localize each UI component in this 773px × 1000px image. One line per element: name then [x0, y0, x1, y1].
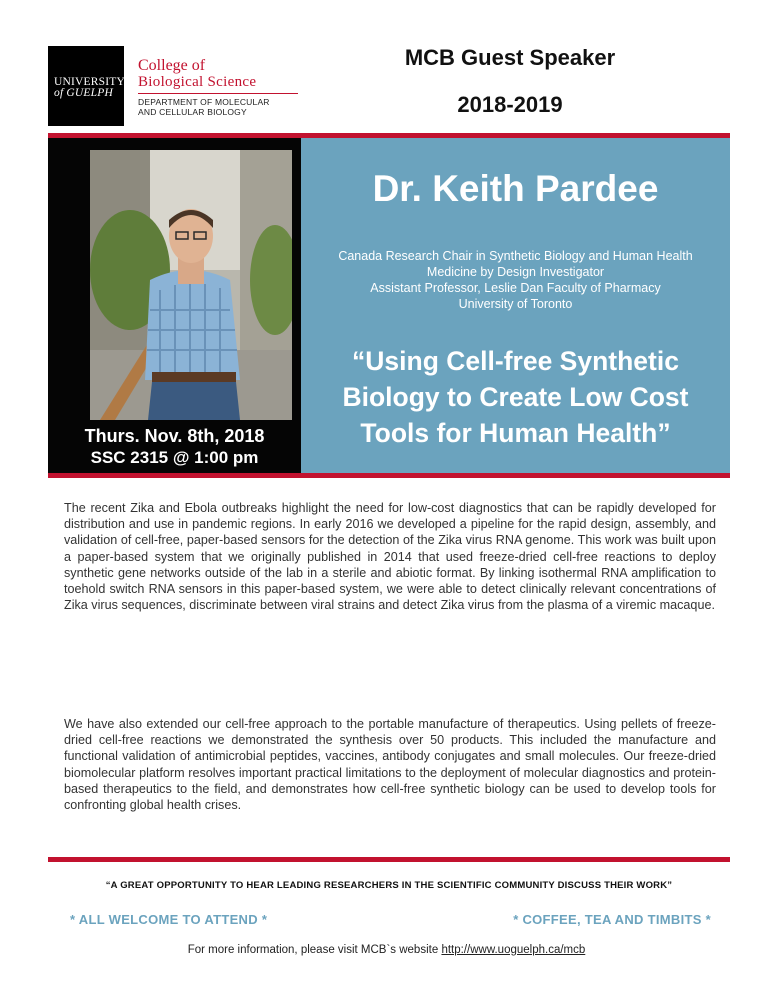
university-logo	[48, 46, 124, 126]
talk-title-line: Biology to Create Low Cost	[342, 382, 689, 412]
tagline: “A GREAT OPPORTUNITY TO HEAR LEADING RESEARCHERS IN THE SCIENTIFIC COMMUNITY DISCUSS THEIR WORK”	[105, 880, 673, 891]
talk-title-line: “Using Cell-free Synthetic	[352, 346, 679, 376]
event-date: Thurs. Nov. 8th, 2018	[84, 426, 265, 446]
speaker-affiliation: Assistant Professor, Leslie Dan Faculty of Pharmacy	[370, 281, 661, 295]
speaker-photo	[90, 150, 292, 420]
speaker-affiliation: University of Toronto	[458, 297, 573, 311]
talk-title-line: Tools for Human Health”	[360, 418, 671, 448]
college-name-line1: College of	[138, 57, 206, 74]
poster-year: 2018-2019	[457, 92, 563, 117]
more-info	[0, 944, 773, 956]
college-logo	[138, 58, 298, 117]
university-logo-line1: UNIVERSITY	[54, 76, 125, 88]
more-info-text: For more information, please visit MCB`s website	[187, 944, 439, 956]
photo-panel	[48, 138, 301, 473]
speaker-affiliation: Medicine by Design Investigator	[426, 265, 605, 279]
welcome-note: * ALL WELCOME TO ATTEND *	[70, 912, 268, 927]
refreshments-note: * COFFEE, TEA AND TIMBITS *	[513, 912, 711, 927]
speaker-panel	[301, 138, 730, 473]
speaker-affiliation: Canada Research Chair in Synthetic Biology and Human Health	[338, 249, 693, 263]
speaker-name: Dr. Keith Pardee	[372, 168, 659, 209]
bottom-divider	[48, 857, 730, 862]
abstract-paragraph: We have also extended our cell-free approach to the portable manufacture of therapeutics. Using pellets of freeze-dried cell-free reactions we demonstrated the synthesis over 50 products. This included the manufacture and functional validation of antimicrobial peptides, vaccines, antibody conjugates and small molecules. Our freeze-dried biomolecular platform resolves important practical limitations to the deployment of molecular diagnostics and protein-based therapeutics to the field, and demonstrates how cell-free synthetic biology can be used to develop tools for confronting global health crises.	[64, 717, 716, 813]
website-link[interactable]: http://www.uoguelph.ca/mcb	[441, 944, 586, 956]
event-location-time: SSC 2315 @ 1:00 pm	[90, 448, 259, 467]
university-logo-line2: of GUELPH	[54, 87, 113, 99]
department-line2: AND CELLULAR BIOLOGY	[138, 107, 247, 117]
department-line1: DEPARTMENT OF MOLECULAR	[138, 97, 270, 107]
college-name-line2: Biological Science	[138, 74, 298, 94]
abstract-paragraph: The recent Zika and Ebola outbreaks highlight the need for low-cost diagnostics that can be rapidly developed for distribution and use in pandemic regions. In early 2016 we developed a pipeline for the rapid design, assembly, and validation of cell-free, paper-based sensors for the detection of the Zika virus RNA genome. This work was built upon a paper-based system that we originally published in 2014 that used freeze-dried cell-free reactions to deploy synthetic gene networks outside of the lab in a sterile and abiotic format. By linking isothermal RNA amplification to toehold switch RNA sensors in this paper-based system, we were able to detect clinically relevant concentrations of Zika virus sequences, discriminate between viral strains and detect Zika virus from the plasma of a viremic macaque.	[64, 501, 716, 613]
poster-title: MCB Guest Speaker	[404, 45, 616, 70]
banner-divider	[48, 473, 730, 478]
